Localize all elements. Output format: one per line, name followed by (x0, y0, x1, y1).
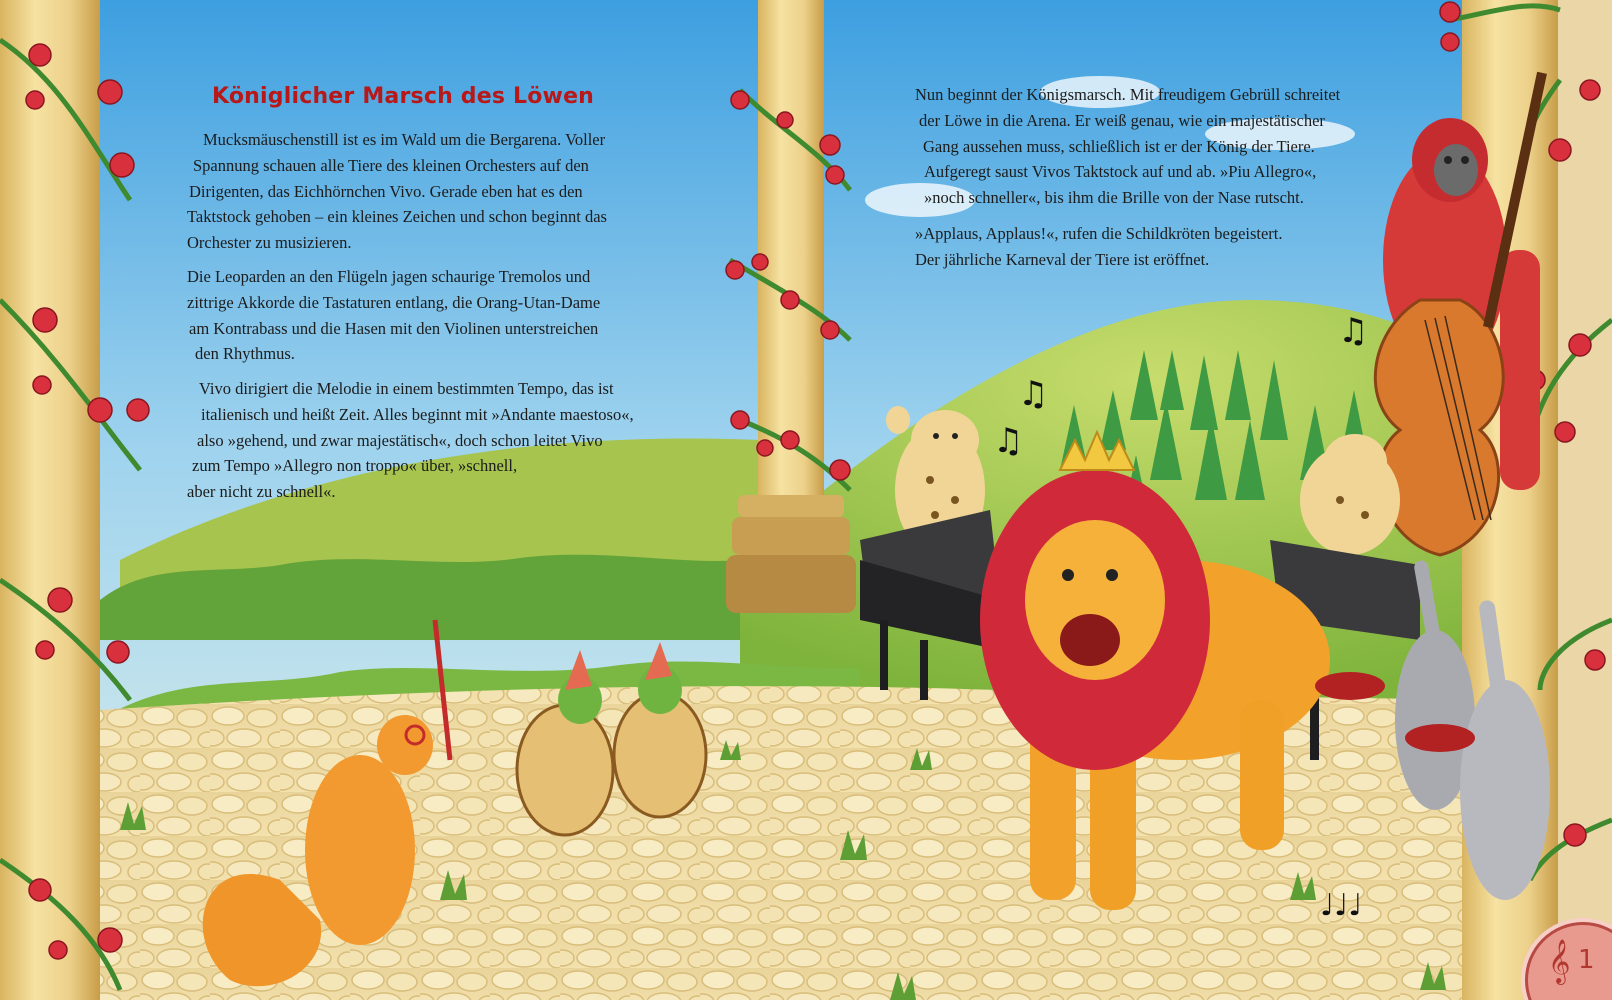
text-line: zum Tempo »Allegro non troppo« über, »schnell, (192, 456, 518, 476)
text-line: Der jährliche Karneval der Tiere ist eröffnet. (915, 249, 1210, 269)
text-line: Mucksmäuschenstill ist es im Wald um die Bergarena. Voller (203, 130, 606, 149)
text-line: »noch schneller«, bis ihm die Brille von der Nase rutscht. (924, 188, 1304, 208)
text-line: Gang aussehen muss, schließlich ist er der König der Tiere. (923, 136, 1315, 156)
text-line: aber nicht zu schnell«. (187, 482, 336, 502)
text-line: Aufgeregt saust Vivos Taktstock auf und ab. »Piu Allegro«, (924, 162, 1317, 182)
svg-text:♩♩♩: ♩♩♩ (1320, 888, 1363, 923)
page-number: 1 (1578, 945, 1595, 975)
text-line: den Rhythmus. (195, 344, 295, 364)
story-title: Königlicher Marsch des Löwen (212, 84, 595, 109)
svg-text:♫: ♫ (993, 421, 1024, 461)
paragraph-left-2 (187, 264, 600, 367)
text-line: Dirigenten, das Eichhörnchen Vivo. Gerade eben hat es den (189, 181, 583, 201)
text-line: am Kontrabass und die Hasen mit den Violinen unterstreichen (189, 318, 599, 338)
text-line: italienisch und heißt Zeit. Alles beginnt mit »Andante maestoso«, (201, 404, 634, 424)
text-line: Spannung schauen alle Tiere des kleinen Orchesters auf den (193, 155, 589, 175)
treble-clef-icon: 𝄞 (1548, 939, 1571, 983)
paragraph-right-1 (915, 82, 1340, 211)
paragraph-left-3 (187, 376, 634, 505)
svg-text:♫: ♫ (1338, 311, 1369, 351)
text-line: Vivo dirigiert die Melodie in einem bestimmten Tempo, das ist (199, 379, 614, 398)
text-line: Taktstock gehoben – ein kleines Zeichen und schon beginnt das (187, 207, 607, 227)
text-line: »Applaus, Applaus!«, rufen die Schildkröten begeistert. (915, 224, 1283, 243)
paragraph-left-1 (187, 127, 607, 256)
text-line: Orchester zu musizieren. (187, 233, 352, 253)
column-left (0, 0, 100, 1000)
paragraph-right-2 (915, 221, 1283, 273)
text-line: also »gehend, und zwar majestätisch«, doch schon leitet Vivo (197, 430, 603, 450)
column-center-base (726, 495, 856, 613)
text-line: Nun beginnt der Königsmarsch. Mit freudigem Gebrüll schreitet (915, 85, 1341, 104)
text-line: zittrige Akkorde die Tastaturen entlang, die Orang-Utan-Dame (187, 292, 601, 312)
svg-text:♫: ♫ (1018, 374, 1049, 414)
text-line: der Löwe in die Arena. Er weiß genau, wie ein majestätischer (919, 110, 1325, 130)
text-line: Die Leoparden an den Flügeln jagen schaurige Tremolos und (187, 267, 591, 286)
